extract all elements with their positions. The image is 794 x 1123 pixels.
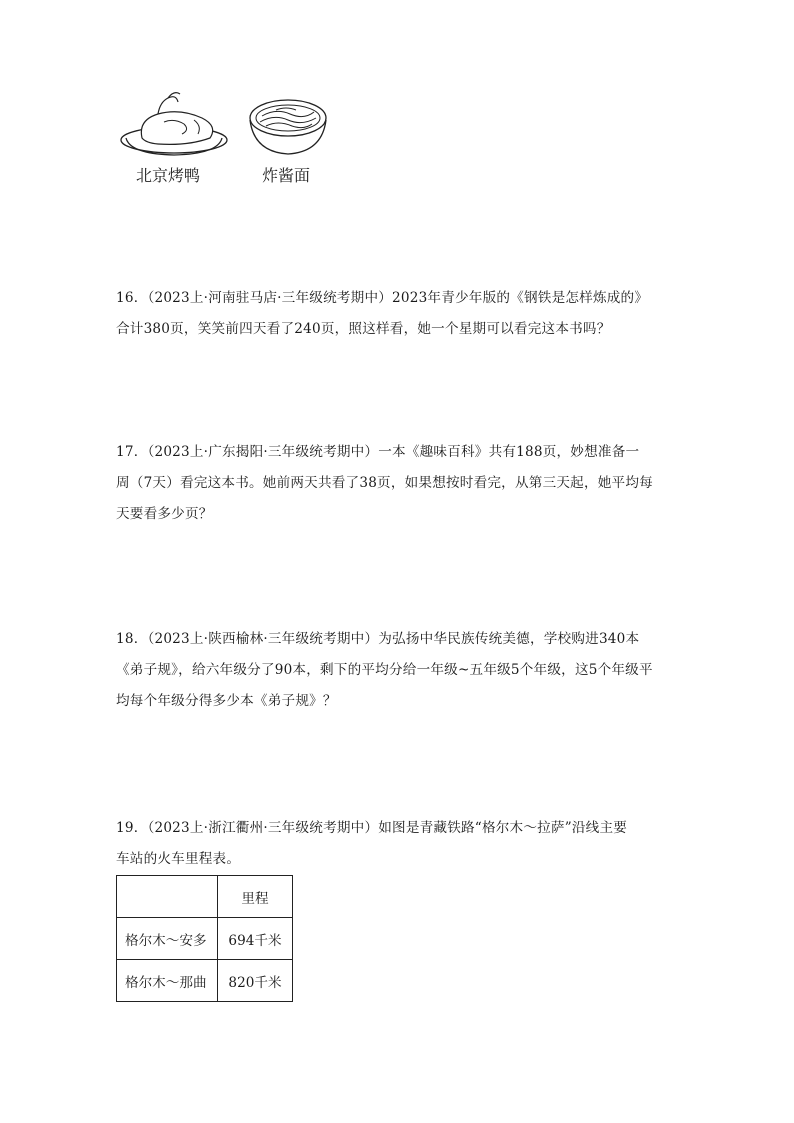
question-line: 均每个年级分得多少本《弟子规》？	[116, 693, 337, 709]
table-cell	[117, 876, 218, 918]
question-line: 16．（2023上·河南驻马店·三年级统考期中）2023年青少年版的《钢铁是怎样炼成的》	[116, 290, 649, 306]
noodle-bowl-icon	[246, 96, 330, 160]
table-cell: 格尔木～那曲	[117, 960, 218, 1002]
table-cell: 694千米	[218, 918, 293, 960]
mileage-table	[116, 875, 293, 1002]
table-header-mileage: 里程	[218, 876, 293, 918]
question-line: 《弟子规》，给六年级分了90本，剩下的平均分给一年级~五年级5个年级，这5个年级平	[116, 662, 653, 678]
question-line: 合计380页，笑笑前四天看了240页，照这样看，她一个星期可以看完这本书吗？	[116, 321, 611, 337]
table-row	[117, 960, 293, 1002]
question-line: 周（7天）看完这本书。她前两天共看了38页，如果想按时看完，从第三天起，她平均每	[116, 475, 653, 491]
question-18	[116, 624, 686, 717]
table-row	[117, 918, 293, 960]
roast-duck-icon	[118, 88, 230, 160]
question-line: 天要看多少页？	[116, 506, 213, 522]
question-line: 19．（2023上·浙江衢州·三年级统考期中）如图是青藏铁路“格尔木～拉萨”沿线主要	[116, 820, 628, 836]
table-cell: 格尔木～安多	[117, 918, 218, 960]
question-line: 车站的火车里程表。	[116, 851, 241, 867]
question-19	[116, 813, 686, 875]
question-line: 18．（2023上·陕西榆林·三年级统考期中）为弘扬中华民族传统美德，学校购进340本	[116, 631, 640, 647]
food-caption-1: 北京烤鸭	[136, 166, 201, 185]
question-line: 17．（2023上·广东揭阳·三年级统考期中）一本《趣味百科》共有188页，妙想准备一	[116, 444, 640, 460]
roast-duck-illustration	[118, 88, 230, 160]
question-16	[116, 283, 686, 345]
noodle-bowl-illustration	[246, 96, 330, 160]
table-cell: 820千米	[218, 960, 293, 1002]
question-17	[116, 437, 686, 530]
table-header-row	[117, 876, 293, 918]
food-caption-2: 炸酱面	[262, 166, 311, 185]
